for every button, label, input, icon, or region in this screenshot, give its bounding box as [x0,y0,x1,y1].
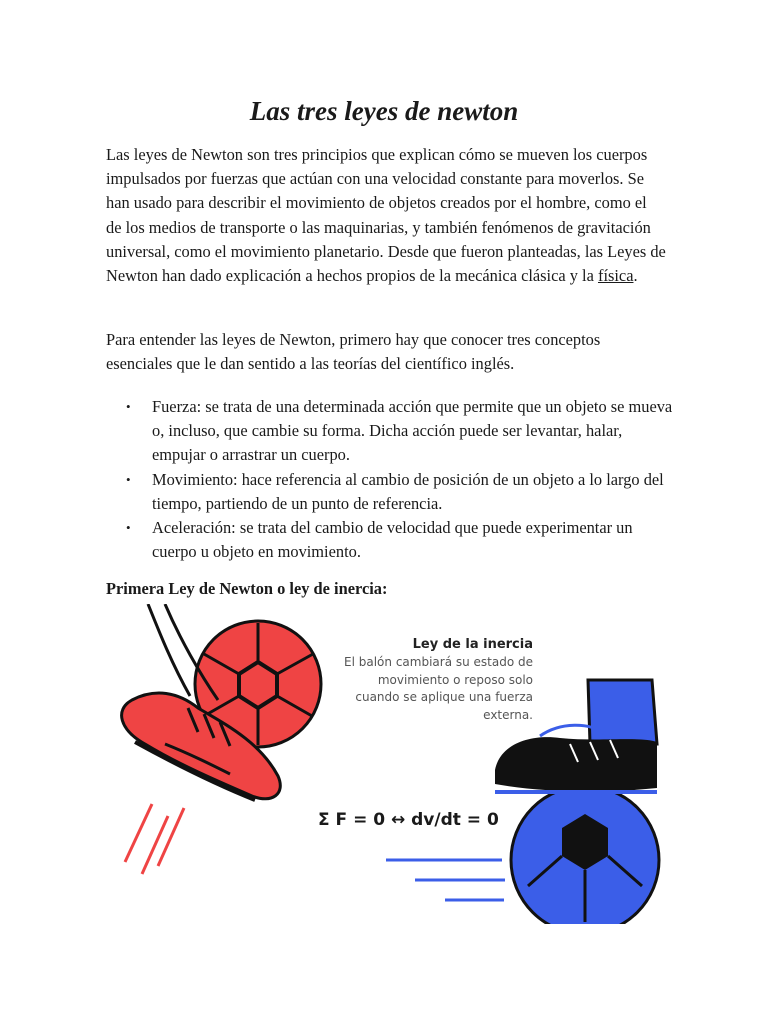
intro-paragraph [106,143,666,288]
blue-motion-lines-icon [386,860,505,900]
list-item [106,395,676,468]
list-item-text: Movimiento: hace referencia al cambio de posición de un objeto a lo largo del tiempo, partiendo de un punto de referencia. [152,469,664,513]
concepts-paragraph: Para entender las leyes de Newton, primero hay que conocer tres conceptos esenciales que le dan sentido a las teorías del científico inglés. [106,330,601,374]
inertia-equation: Σ F = 0 ↔ dv/dt = 0 [318,810,499,830]
intro-paragraph-end: . [633,266,638,286]
list-item-text: Fuerza: se trata de una determinada acción que permite que un objeto se mueva o, incluso, que cambie su forma. Dicha acción puede ser levantar, halar, empujar o arrastrar un cuerpo. [152,397,673,465]
concepts-list [106,395,676,564]
inertia-label-title: Ley de la inercia [412,637,533,652]
bullet-marker: • [126,399,131,414]
inertia-label-description: El balón cambiará su estado de movimiento o reposo solo cuando se aplique una fuerza externa. [344,655,533,722]
bullet-marker: • [126,520,131,536]
document-title: Las tres leyes de newton [249,96,519,126]
section-heading: Primera Ley de Newton o ley de inercia: [106,579,388,598]
red-motion-lines-icon [125,804,184,874]
blue-ball-icon [511,786,659,924]
intro-paragraph-text: Las leyes de Newton son tres principios que explican cómo se mueven los cuerpos impulsados por fuerzas que actúan con una velocidad constante para moverlos. Se han usado para describir el movimiento de objetos creados por el hombre, como el de los medios de transporte o las maquinarias, y también fenómenos de gravitación universal, como el movimiento planetario. Desde que fueron planteadas, las Leyes de Newton han dado explicación a hechos propios de la mecánica clásica y la [106,145,666,286]
fisica-link[interactable]: física [597,266,634,286]
list-item [106,516,676,564]
bullet-marker: • [126,471,131,487]
list-item [106,468,676,516]
list-item-text: Aceleración: se trata del cambio de velocidad que puede experimentar un cuerpo u objeto en movimiento. [152,518,633,562]
